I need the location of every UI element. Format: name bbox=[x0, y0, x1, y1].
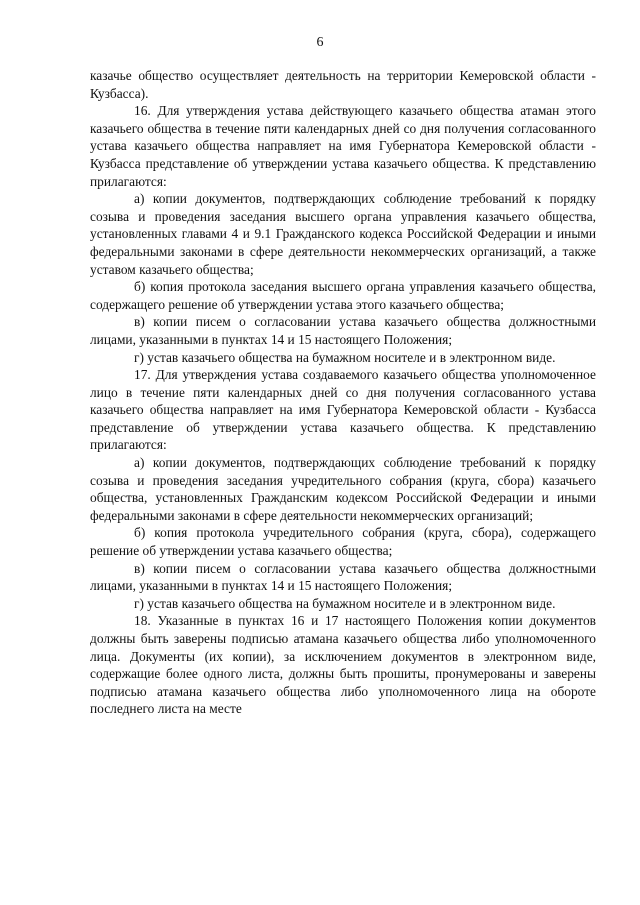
paragraph-17: 17. Для утверждения устава создаваемого казачьего общества уполномоченное лицо в течение пяти календарных дней со дня получения согласованного устава казачьего общества направляет на имя Губернатора Кемеровской области - Кузбасса представление об утверждении устава казачьего общества. К представлению прилагаются: bbox=[90, 367, 596, 453]
paragraph-continuation: казачье общество осуществляет деятельность на территории Кемеровской области - Кузбасса). bbox=[90, 68, 596, 101]
paragraph-16-item-g: г) устав казачьего общества на бумажном носителе и в электронном виде. bbox=[134, 349, 556, 365]
paragraph-16: 16. Для утверждения устава действующего казачьего общества атаман этого казачьего общества в течение пяти календарных дней со дня получения согласованного устава казачьего общества направляет на имя Губернатора Кемеровской области - Кузбасса представление об утверждении устава казачьего общества. К представлению прилагаются: bbox=[90, 103, 596, 189]
paragraph-16-item-a: а) копии документов, подтверждающих соблюдение требований к порядку созыва и проведения заседания высшего органа управления казачьего общества, установленных главами 4 и 9.1 Гражданского кодекса Российской Федерации и иными федеральными законами в сфере деятельности некоммерческих организаций, а также уставом казачьего общества; bbox=[90, 191, 596, 277]
paragraph-17-item-v: в) копии писем о согласовании устава казачьего общества должностными лицами, указанными в пунктах 14 и 15 настоящего Положения; bbox=[90, 560, 596, 594]
paragraph-18: 18. Указанные в пунктах 16 и 17 настоящего Положения копии документов должны быть заверены подписью атамана казачьего общества либо уполномоченного лица. Документы (их копии), за исключением документов в электронном виде, содержащие более одного листа, должны быть прошиты, пронумерованы и заверены подписью атамана казачьего общества либо уполномоченного лица на обороте последнего листа на месте bbox=[90, 613, 596, 717]
page-number: 6 bbox=[316, 35, 324, 50]
paragraph-17-item-a: а) копии документов, подтверждающих соблюдение требований к порядку созыва и проведения заседания учредительного собрания (круга, сбора) казачьего общества, установленных Гражданским кодексом Российской Федерации и иными федеральными законами в сфере деятельности некоммерческих организаций; bbox=[90, 455, 596, 523]
paragraph-16-item-b: б) копия протокола заседания высшего органа управления казачьего общества, содержащего решение об утверждении устава этого казачьего общества; bbox=[90, 279, 596, 312]
paragraph-17-item-b: б) копия протокола учредительного собрания (круга, сбора), содержащего решение об утверждении устава казачьего общества; bbox=[90, 525, 596, 559]
document-body bbox=[90, 67, 596, 718]
paragraph-16-item-v: в) копии писем о согласовании устава казачьего общества должностными лицами, указанными в пунктах 14 и 15 настоящего Положения; bbox=[90, 314, 596, 347]
paragraph-17-item-g: г) устав казачьего общества на бумажном носителе и в электронном виде. bbox=[134, 595, 556, 611]
